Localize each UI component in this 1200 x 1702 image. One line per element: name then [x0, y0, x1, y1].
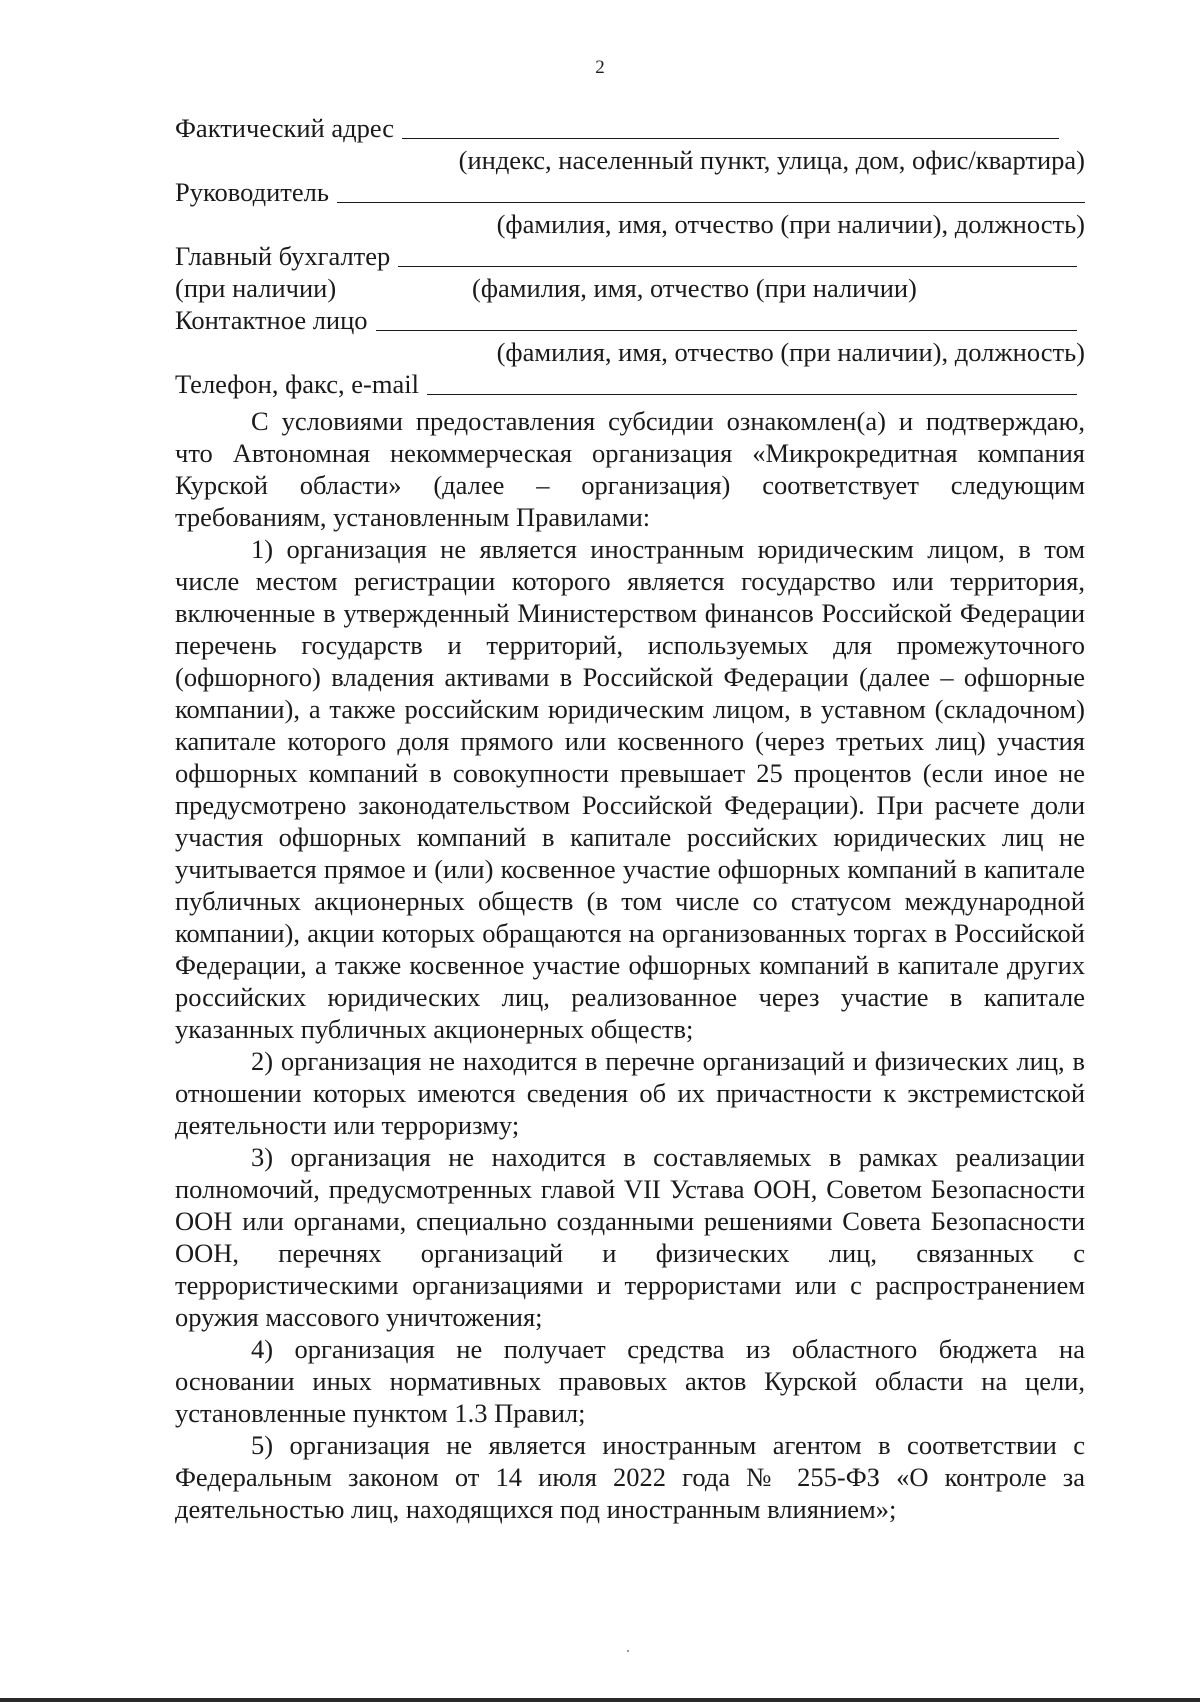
- requirement-4: 4) организация не получает средства из областного бюджета на основании иных нормативных правовых актов Курской области на цели, установленные пунктом 1.3 Правил;: [175, 1334, 1085, 1428]
- director-hint: (фамилия, имя, отчество (при наличии), должность): [496, 209, 1085, 239]
- intro-paragraph: С условиями предоставления субсидии ознакомлен(а) и подтверждаю, что Автономная некоммерческая организация «Микрокредитная компания Курской области» (далее – организация) соответствует следующим требованиям, установленным Правилами:: [175, 406, 1085, 532]
- requirements-text: [175, 405, 1085, 1525]
- accountant-label: Главный бухгалтер: [175, 241, 391, 271]
- accountant-hint-left: (при наличии): [175, 273, 337, 303]
- director-label: Руководитель: [175, 177, 329, 207]
- phone-fill-line: [427, 394, 1077, 395]
- scan-speck: [627, 1650, 629, 1652]
- address-fill-line: [402, 138, 1059, 139]
- scan-bottom-edge: [0, 1698, 1200, 1702]
- address-hint: (индекс, населенный пункт, улица, дом, офис/квартира): [458, 145, 1085, 175]
- contact-label: Контактное лицо: [175, 305, 368, 335]
- phone-row: [175, 368, 1085, 400]
- page-number: 2: [595, 57, 605, 78]
- phone-label: Телефон, факс, e-mail: [175, 369, 419, 399]
- requirement-1: 1) организация не является иностранным юридическим лицом, в том числе местом регистрации которого является государство или территория, включенные в утвержденный Министерством финансов Российской Федерации перечень государств и территорий, используемых для промежуточного (офшорного) владения активами в Российской Федерации (далее – офшорные компании), а также российским юридическим лицом, в уставном (складочном) капитале которого доля прямого или косвенного (через третьих лиц) участия офшорных компаний в совокупности превышает 25 процентов (если иное не предусмотрено законодательством Российской Федерации). При расчете доли участия офшорных компаний в капитале российских юридических лиц не учитывается прямое и (или) косвенное участие офшорных компаний в капитале публичных акционерных обществ (в том числе со статусом международной компании), акции которых обращаются на организованных торгах в Российской Федерации, а также косвенное участие офшорных компаний в капитале других российских юридических лиц, реализованное через участие в капитале указанных публичных акционерных обществ;: [175, 534, 1085, 1044]
- director-fill-line: [337, 202, 1085, 203]
- requirement-5: 5) организация не является иностранным агентом в соответствии с Федеральным законом от 14 июля 2022 года № 255-ФЗ «О контроле за деятельностью лиц, находящихся под иностранным влиянием»;: [175, 1430, 1085, 1524]
- contact-fill-line: [376, 330, 1077, 331]
- accountant-row: [175, 240, 1085, 272]
- accountant-hint-right: (фамилия, имя, отчество (при наличии): [472, 273, 917, 303]
- requisites-block: [175, 112, 1085, 400]
- requirement-2: 2) организация не находится в перечне организаций и физических лиц, в отношении которых имеются сведения об их причастности к экстремистской деятельности или терроризму;: [175, 1046, 1085, 1140]
- accountant-hint-row: [175, 272, 1085, 304]
- contact-hint: (фамилия, имя, отчество (при наличии), должность): [496, 337, 1085, 367]
- address-label: Фактический адрес: [175, 113, 395, 143]
- accountant-fill-line: [398, 266, 1077, 267]
- requirement-3: 3) организация не находится в составляемых в рамках реализации полномочий, предусмотренных главой VII Устава ООН, Советом Безопасности ООН или органами, специально созданными решениями Совета Безопасности ООН, перечнях организаций и физических лиц, связанных с террористическими организациями и террористами или с распространением оружия массового уничтожения;: [175, 1142, 1085, 1332]
- address-row: [175, 112, 1085, 144]
- director-row: [175, 176, 1085, 208]
- contact-row: [175, 304, 1085, 336]
